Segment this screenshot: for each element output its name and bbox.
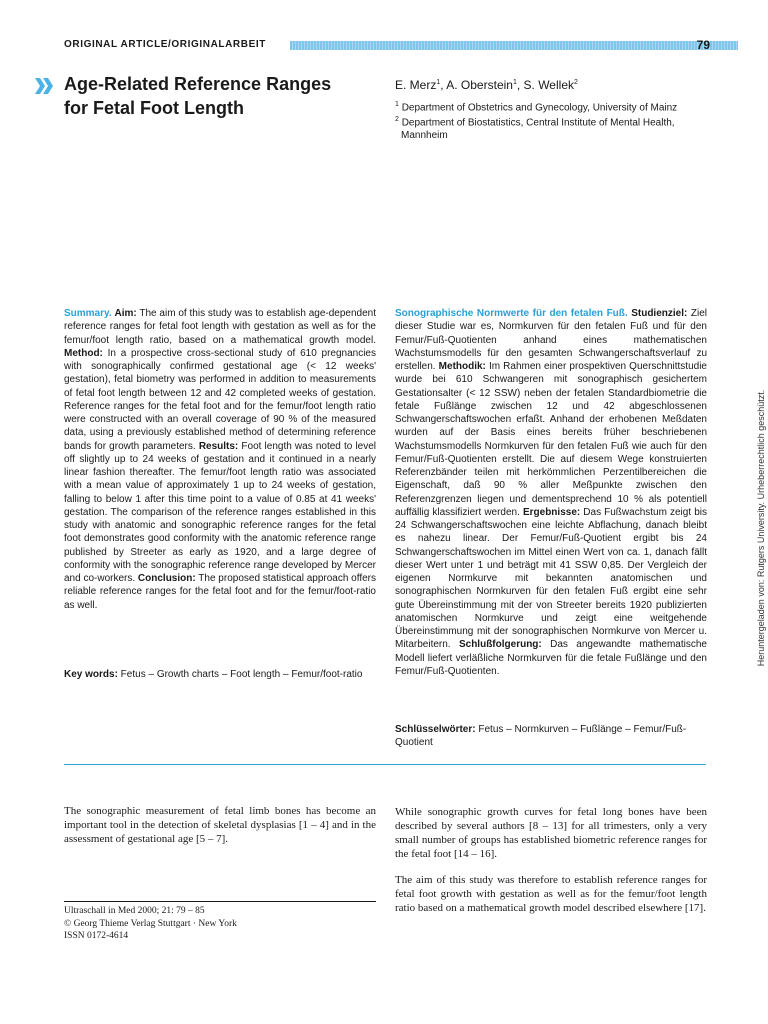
section-label: ORIGINAL ARTICLE/ORIGINALARBEIT [64,39,266,50]
keywords-text: Fetus – Normkurven – Fußlänge – Femur/Fuß-Quotient [395,724,687,748]
affiliation-text: Department of Biostatistics, Central Institute of Mental Health, [401,117,675,129]
method-text: In a prospective cross-sectional study of 610 pregnancies with sonographically confirmed gestational age (< 12 weeks' gestation), fetal biometry was performed in addition to measurements of fetal foot length between 12 and 42 completed weeks of gestation. Reference ranges for the fetal foot and for the femur/foot length ratio were constructed with an overall coverage of 90 % of the measured data, using a previously established method of determining reference bands for growth parameters. [64,347,376,452]
keywords-label: Key words: [64,669,118,680]
author-name: , A. Oberstein [440,78,513,92]
body-paragraph-1: The sonographic measurement of fetal limb bones has become an important tool in the detection of skeletal dysplasias [1 – 4] and in the assessment of gestational age [5 – 7]. [64,805,376,845]
results-text: Foot length was noted to level off slightly up to 24 weeks of gestation and it continued in a nearly linear fashion thereafter. The femur/foot length ratio was associated with a mean value of approximately 1 up to 24 weeks of gestation, falling to below 1 after this time point to a value of 0.85 at 41 weeks' gestation. The comparison of the reference ranges established in this study with anatomic and sonographic reference ranges for the fetal foot demonstrates good conformity with the anatomic reference range published by Streeter as early as 1920, and a large degree of conformity with the sonographic reference range developed by Mercer and co-workers. [64,440,377,584]
aim-label: Studienziel: [627,308,688,319]
running-header [64,38,710,54]
publisher: © Georg Thieme Verlag Stuttgart · New York [64,918,237,929]
results-label: Results: [198,440,239,452]
section-divider [64,764,706,765]
affiliation-mark: 2 [395,116,399,123]
author-name: , S. Wellek [516,78,574,92]
author-affil-mark: 1 [436,79,441,86]
keywords-german [395,723,707,749]
body-paragraph-2: While sonographic growth curves for fetal long bones have been described by several authors [8 – 13] for all trimesters, only a very small number of groups has established biometric reference ranges for the fetal foot [14 – 16]. [395,806,707,860]
download-notice-text: Heruntergeladen von: Rutgers University. Urheberrechtlich geschützt. [756,389,766,667]
abstract-heading: Sonographische Normwerte für den fetalen Fuß. [395,308,628,319]
keywords-label: Schlüsselwörter: [395,724,476,735]
affiliation-mark: 1 [395,101,399,108]
method-text: Im Rahmen einer prospektiven Querschnittstudie wurde bei 610 Schwangeren mit sonographisch gesichertem Gestationsalter (< 12 SSW) neben der fetalen Standardbiometrie die fetale Fußlänge zwischen 12 und 42 abgeschlossenen Schwangerschaftswochen erfaßt. Anhand der erhobenen Meßdaten wurden auf der Basis eines bereits früher beschriebenen Wachstumsmodells Normkurven für den fetalen Fuß wie auch für den Femur/Fuß-Quotienten erstellt. Die auf diesem Wege konstruierten Referenzbänder teilen mit herkömmlichen Perzentilbereichen die Eigenschaft, daß 90 % aller Meßpunkte zwischen den Referenzgrenzen liegen und dementsprechend 10 % als potentiell auffällig klassifiziert werden. [395,361,707,518]
results-label: Ergebnisse: [522,506,581,518]
article-title [64,72,364,120]
body-paragraph-3: The aim of this study was therefore to establish reference ranges for fetal foot growth with gestation as well as for the femur/foot length ratio based on a mathematical growth model described elsewhere [17]. [395,874,707,914]
conclusion-label: Conclusion: [137,573,196,584]
title-line-1: Age-Related Reference Ranges [64,74,332,94]
affiliation-1 [395,98,713,114]
conclusion-label: Schlußfolgerung: [458,639,542,651]
header-color-band [290,41,738,50]
title-line-2: for Fetal Foot Length [64,98,244,118]
page-number: 79 [696,38,710,52]
download-notice [754,358,768,698]
affiliation-2 [395,113,713,142]
author-name: E. Merz [395,78,437,92]
abstract-english [64,307,376,612]
keywords-text: Fetus – Growth charts – Foot length – Femur/foot-ratio [117,669,363,680]
conclusion-text: The proposed statistical approach offers reliable reference ranges for the fetal foot and for the femur/foot-ratio as well. [64,573,376,611]
journal-footnote [64,905,237,943]
abstract-heading: Summary. [64,308,112,319]
affiliation-text: Department of Obstetrics and Gynecology, University of Mainz [401,102,678,114]
author-affil-mark: 1 [512,79,517,86]
results-text: Das Fußwachstum zeigt bis 24 Schwangerschaftswochen eine leichte Abflachung, danach bleibt es nahezu linear. Der Femur/Fuß-Quotient ergibt bis 24 Schwangerschaftswochen im Mittel einen Wert von ca. 1, danach fällt dieser Wert unter 1 und beträgt mit 41 SSW 0,85. Der Vergleich der eigenen Normkurve mit bekannten anatomischen und sonographischen Normkurven für den fetalen Fuß ergibt eine sehr gute Übereinstimmung mit der von Streeter bereits 1920 publizierten anatomischen Normkurve und zeigt eine weitgehende Übereinstimmung mit der sonographischen Normkurve von Mercer u. Mitarbeitern. [395,506,707,651]
abstract-german [395,307,707,678]
journal-citation: Ultraschall in Med 2000; 21: 79 – 85 [64,906,205,916]
double-chevron-icon [34,76,54,96]
conclusion-text: Das angewandte mathematische Modell liefert verläßliche Normkurven für die fetale Fußlänge und den Femur/Fuß-Quotienten. [395,639,707,677]
keywords-english [64,668,376,681]
issn: ISSN 0172-4614 [64,931,129,941]
aim-label: Aim: [114,308,137,319]
author-list [395,78,578,92]
method-label: Methodik: [438,361,486,372]
method-label: Method: [64,347,103,359]
affiliation-text-cont: Mannheim [401,130,448,142]
aim-text: The aim of this study was to establish age-dependent reference ranges for fetal foot length with gestation as well as for the femur/foot length ratio, based on a mathematical growth model. [64,308,377,346]
footnote-rule [64,901,376,902]
aim-text: Ziel dieser Studie war es, Normkurven für den fetalen Fuß und für den Femur/Fuß-Quotienten anhand eines mathematischen Wachstumsmodells für den gesamten Schwangerschaftsverlauf zu erstellen. [395,308,707,372]
author-affil-mark: 2 [574,79,578,86]
